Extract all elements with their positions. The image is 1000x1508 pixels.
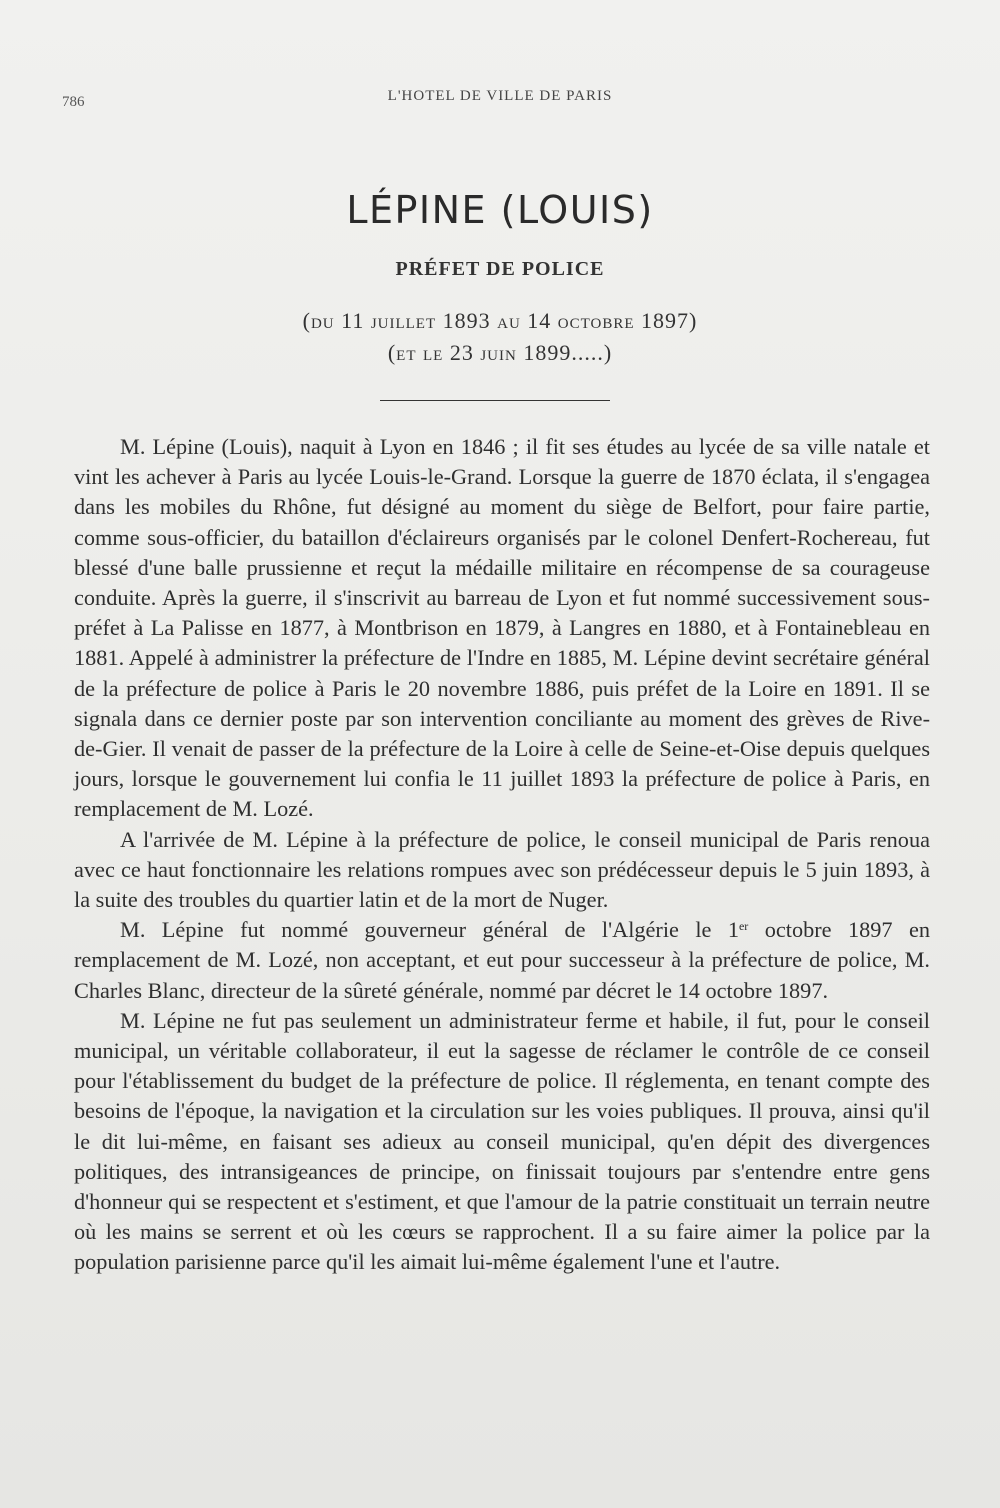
paragraph-text: M. Lépine fut nommé gouverneur général de l'Algérie le 1: [120, 917, 739, 943]
article-body: [74, 432, 930, 1278]
article-subtitle: PRÉFET DE POLICE: [395, 258, 605, 280]
tenure-dates-line-second: (et le 23 juin 1899.....): [387, 340, 613, 365]
paragraph-biography: M. Lépine (Louis), naquit à Lyon en 1846 ; il fit ses études au lycée de sa ville natale et vint les achever à Paris au lycée Louis-le-Grand. Lorsque la guerre de 1870 éclata, il s'engagea dans les mobiles du Rhône, fut désigné au moment du siège de Belfort, pour faire partie, comme sous-officier, du bataillon d'éclaireurs organisés par le colonel Denfert-Rochereau, fut blessé d'une balle prussienne et reçut la médaille militaire en récompense de sa courageuse conduite. Après la guerre, il s'inscrivit au barreau de Lyon et fut nommé successivement sous-préfet à La Palisse en 1877, à Montbrison en 1879, à Langres en 1880, et à Fontainebleau en 1881. Appelé à administrer la préfecture de l'Indre en 1885, M. Lépine devint secrétaire général de la préfecture de police à Paris le 20 novembre 1886, puis préfet de la Loire en 1891. Il se signala dans ce dernier poste par son intervention conciliante au moment des grèves de Rive-de-Gier. Il venait de passer de la préfecture de la Loire à celle de Seine-et-Oise depuis quelques jours, lorsque le gouvernement lui confia le 11 juillet 1893 la préfecture de police à Paris, en remplacement de M. Lozé.: [74, 434, 930, 822]
paragraph-algeria-appointment: [74, 915, 930, 1006]
ordinal-superscript: er: [738, 919, 749, 934]
page-number: 786: [62, 94, 85, 110]
running-head: L'HOTEL DE VILLE DE PARIS: [387, 88, 613, 104]
article-title: LÉPINE (LOUIS): [346, 188, 654, 232]
paragraph-text: octobre 1897 en remplacement de M. Lozé, non acceptant, et eut pour successeur à la préfecture de police, M. Charles Blanc, directeur de la sûreté générale, nommé par décret le 14 octobre 1897.: [74, 917, 930, 1003]
paragraph-council-relations: A l'arrivée de M. Lépine à la préfecture de police, le conseil municipal de Paris renoua avec ce haut fonctionnaire les relations rompues avec son prédécesseur depuis le 5 juin 1893, à la suite des troubles du quartier latin et de la mort de Nuger.: [74, 826, 930, 913]
paragraph-legacy: M. Lépine ne fut pas seulement un administrateur ferme et habile, il fut, pour le conseil municipal, un véritable collaborateur, il eut la sagesse de réclamer le contrôle de ce conseil pour l'établissement du budget de la préfecture de police. Il réglementa, en tenant compte des besoins de l'époque, la navigation et la circulation sur les voies publiques. Il prouva, ainsi qu'il le dit lui-même, en faisant ses adieux au conseil municipal, qu'en dépit des divergences politiques, des intransigeances de principe, on finissait toujours par s'entendre entre gens d'honneur qui se respectent et s'estiment, et que l'amour de la patrie constituait un terrain neutre où les mains se serrent et où les cœurs se rapprochent. Il a su faire aimer la police par la population parisienne parce qu'il les aimait lui-même également l'une et l'autre.: [74, 1007, 930, 1275]
tenure-dates-line: (du 11 juillet 1893 au 14 octobre 1897): [302, 308, 698, 333]
title-divider: [380, 400, 610, 401]
